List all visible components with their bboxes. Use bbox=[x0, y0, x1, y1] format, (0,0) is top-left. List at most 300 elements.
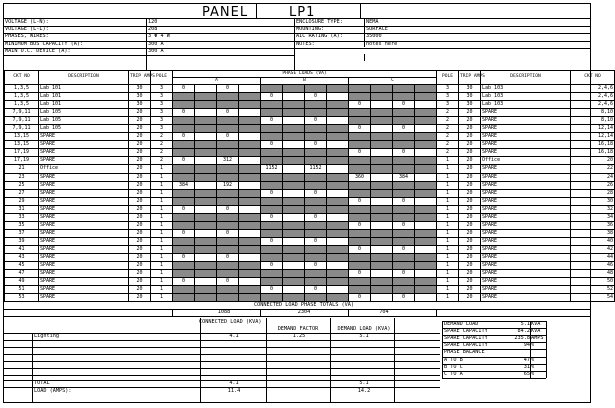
table-row bbox=[5, 157, 615, 165]
shaded-cell bbox=[283, 205, 305, 213]
shaded-cell bbox=[349, 205, 371, 213]
load-spacer bbox=[239, 253, 261, 261]
shaded-cell bbox=[217, 93, 239, 101]
shaded-cell bbox=[349, 85, 371, 93]
shaded-cell bbox=[217, 165, 239, 173]
table-row bbox=[5, 93, 615, 101]
shaded-cell bbox=[239, 245, 261, 253]
pole-left: 3 bbox=[151, 93, 173, 101]
shaded-cell bbox=[393, 205, 415, 213]
description-right: SPARE bbox=[481, 245, 571, 253]
shaded-cell bbox=[173, 117, 195, 125]
shaded-cell bbox=[415, 213, 437, 221]
load-spacer bbox=[327, 117, 349, 125]
description-left: SPARE bbox=[39, 205, 129, 213]
shaded-cell bbox=[217, 286, 239, 294]
shaded-cell bbox=[393, 189, 415, 197]
panel-name: LP1 bbox=[289, 5, 316, 20]
shaded-cell bbox=[195, 237, 217, 245]
ckt-no-left: 21 bbox=[5, 165, 39, 173]
shaded-cell bbox=[239, 294, 261, 302]
shaded-cell bbox=[173, 141, 195, 149]
table-row bbox=[5, 205, 615, 213]
shaded-cell bbox=[349, 181, 371, 189]
load-value: 0 bbox=[393, 245, 415, 253]
pole-left: 1 bbox=[151, 278, 173, 286]
trip-right: 20 bbox=[459, 141, 481, 149]
description-left: SPARE bbox=[39, 294, 129, 302]
load-spacer bbox=[371, 294, 393, 302]
ckt-no-right: 38 bbox=[571, 229, 615, 237]
load-spacer bbox=[415, 294, 437, 302]
info-label: AIC RATING (A): bbox=[296, 33, 343, 40]
lighting-demand-load: 5.1 bbox=[359, 333, 369, 339]
description-left: Lab 101 bbox=[39, 93, 129, 101]
load-spacer bbox=[327, 213, 349, 221]
table-row bbox=[5, 101, 615, 109]
trip-right: 20 bbox=[459, 278, 481, 286]
ckt-no-left: 13,15 bbox=[5, 133, 39, 141]
ckt-no-right: 28 bbox=[571, 189, 615, 197]
description-left: Lab 101 bbox=[39, 101, 129, 109]
shaded-cell bbox=[283, 278, 305, 286]
description-right: Office bbox=[481, 157, 571, 165]
shaded-cell bbox=[217, 262, 239, 270]
shaded-cell bbox=[327, 197, 349, 205]
lighting-connected: 4.1 bbox=[229, 333, 239, 339]
shaded-cell bbox=[283, 221, 305, 229]
trip-left: 20 bbox=[129, 109, 151, 117]
load-value: 0 bbox=[305, 93, 327, 101]
ckt-no-left: 23 bbox=[5, 173, 39, 181]
shaded-cell bbox=[261, 294, 283, 302]
shaded-cell bbox=[393, 181, 415, 189]
load-spacer bbox=[371, 270, 393, 278]
description-left: SPARE bbox=[39, 229, 129, 237]
shaded-cell bbox=[305, 294, 327, 302]
header-trip: TRIP AMPS bbox=[459, 71, 481, 85]
load-value: 0 bbox=[393, 270, 415, 278]
pole-right: 2 bbox=[437, 141, 459, 149]
shaded-cell bbox=[349, 213, 371, 221]
ckt-no-left: 1,3,5 bbox=[5, 101, 39, 109]
table-row bbox=[5, 253, 615, 261]
description-right: SPARE bbox=[481, 270, 571, 278]
ckt-no-right: 2,4,6 bbox=[571, 93, 615, 101]
description-right: Lab 103 bbox=[481, 85, 571, 93]
trip-left: 20 bbox=[129, 189, 151, 197]
load-value: 0 bbox=[393, 294, 415, 302]
load-value: 0 bbox=[261, 237, 283, 245]
trip-right: 20 bbox=[459, 294, 481, 302]
summary-unit: KVA bbox=[531, 328, 541, 335]
ckt-no-right: 12,14 bbox=[571, 125, 615, 133]
shaded-cell bbox=[393, 93, 415, 101]
amps-connected: 11.4 bbox=[227, 388, 241, 394]
trip-right: 20 bbox=[459, 286, 481, 294]
shaded-cell bbox=[371, 117, 393, 125]
shaded-cell bbox=[393, 286, 415, 294]
load-spacer bbox=[327, 286, 349, 294]
load-spacer bbox=[371, 221, 393, 229]
header-pole: POLE bbox=[437, 71, 459, 85]
load-value: 192 bbox=[217, 181, 239, 189]
summary-label: B TO C bbox=[444, 363, 463, 370]
shaded-cell bbox=[261, 270, 283, 278]
pole-right: 1 bbox=[437, 197, 459, 205]
shaded-cell bbox=[371, 141, 393, 149]
load-value: 0 bbox=[349, 101, 371, 109]
ckt-no-left: 17,19 bbox=[5, 149, 39, 157]
shaded-cell bbox=[283, 270, 305, 278]
shaded-cell bbox=[195, 93, 217, 101]
ckt-no-right: 8,10 bbox=[571, 109, 615, 117]
load-spacer bbox=[283, 189, 305, 197]
shaded-cell bbox=[305, 125, 327, 133]
shaded-cell bbox=[371, 189, 393, 197]
shaded-cell bbox=[327, 229, 349, 237]
shaded-cell bbox=[195, 270, 217, 278]
shaded-cell bbox=[217, 189, 239, 197]
load-value: 360 bbox=[349, 173, 371, 181]
shaded-cell bbox=[239, 165, 261, 173]
ckt-no-left: 53 bbox=[5, 294, 39, 302]
shaded-cell bbox=[327, 133, 349, 141]
load-spacer bbox=[283, 93, 305, 101]
load-spacer bbox=[239, 229, 261, 237]
load-spacer bbox=[327, 237, 349, 245]
pole-right: 1 bbox=[437, 189, 459, 197]
summary-value: 31 bbox=[523, 363, 530, 370]
shaded-cell bbox=[371, 93, 393, 101]
shaded-cell bbox=[239, 141, 261, 149]
ckt-no-right: 2,4,6 bbox=[571, 101, 615, 109]
table-row bbox=[5, 262, 615, 270]
info-value: 300 A bbox=[148, 40, 164, 47]
trip-right: 20 bbox=[459, 189, 481, 197]
shaded-cell bbox=[349, 117, 371, 125]
ckt-no-right: 48 bbox=[571, 270, 615, 278]
load-spacer bbox=[415, 270, 437, 278]
load-value: 0 bbox=[261, 93, 283, 101]
lighting-label: Lighting bbox=[34, 333, 59, 339]
description-right: Lab 103 bbox=[481, 101, 571, 109]
ckt-no-right: 44 bbox=[571, 253, 615, 261]
ckt-no-right: 16,18 bbox=[571, 141, 615, 149]
shaded-cell bbox=[305, 205, 327, 213]
ckt-no-left: 13,15 bbox=[5, 141, 39, 149]
load-value: 0 bbox=[305, 237, 327, 245]
table-row bbox=[5, 125, 615, 133]
table-row bbox=[5, 221, 615, 229]
description-left: SPARE bbox=[39, 149, 129, 157]
ckt-no-left: 7,9,11 bbox=[5, 125, 39, 133]
shaded-cell bbox=[283, 181, 305, 189]
load-value: 0 bbox=[393, 197, 415, 205]
ckt-no-left: 37 bbox=[5, 229, 39, 237]
shaded-cell bbox=[195, 245, 217, 253]
shaded-cell bbox=[349, 93, 371, 101]
shaded-cell bbox=[173, 125, 195, 133]
description-right: SPARE bbox=[481, 149, 571, 157]
shaded-cell bbox=[173, 213, 195, 221]
table-row bbox=[5, 85, 615, 93]
amps-demand: 14.2 bbox=[357, 388, 371, 394]
trip-left: 20 bbox=[129, 173, 151, 181]
pole-left: 1 bbox=[151, 221, 173, 229]
shaded-cell bbox=[305, 229, 327, 237]
ckt-no-left: 7,9,11 bbox=[5, 117, 39, 125]
shaded-cell bbox=[415, 85, 437, 93]
shaded-cell bbox=[195, 221, 217, 229]
load-value: 0 bbox=[173, 157, 195, 165]
shaded-cell bbox=[239, 270, 261, 278]
shaded-cell bbox=[415, 181, 437, 189]
load-value: 0 bbox=[349, 294, 371, 302]
phase-total-c: 704 bbox=[379, 309, 389, 315]
load-value: 0 bbox=[305, 117, 327, 125]
shaded-cell bbox=[173, 101, 195, 109]
header-trip: TRIP AMPS bbox=[129, 71, 151, 85]
load-value: 0 bbox=[349, 125, 371, 133]
shaded-cell bbox=[371, 165, 393, 173]
shaded-cell bbox=[393, 165, 415, 173]
header-description: DESCRIPTION bbox=[481, 71, 571, 85]
trip-right: 20 bbox=[459, 245, 481, 253]
trip-right: 20 bbox=[459, 117, 481, 125]
shaded-cell bbox=[327, 85, 349, 93]
trip-left: 20 bbox=[129, 133, 151, 141]
description-right: SPARE bbox=[481, 173, 571, 181]
trip-left: 20 bbox=[129, 286, 151, 294]
shaded-cell bbox=[261, 197, 283, 205]
shaded-cell bbox=[239, 101, 261, 109]
shaded-cell bbox=[393, 157, 415, 165]
shaded-cell bbox=[393, 253, 415, 261]
shaded-cell bbox=[261, 149, 283, 157]
table-row bbox=[5, 189, 615, 197]
load-spacer bbox=[239, 205, 261, 213]
table-row bbox=[5, 149, 615, 157]
header-pole: POLE bbox=[151, 71, 173, 85]
shaded-cell bbox=[371, 229, 393, 237]
load-spacer bbox=[239, 278, 261, 286]
shaded-cell bbox=[393, 237, 415, 245]
ckt-no-left: 29 bbox=[5, 197, 39, 205]
pole-left: 2 bbox=[151, 133, 173, 141]
load-spacer bbox=[283, 213, 305, 221]
shaded-cell bbox=[305, 270, 327, 278]
ckt-no-left: 7,9,11 bbox=[5, 109, 39, 117]
shaded-cell bbox=[195, 125, 217, 133]
load-spacer bbox=[371, 173, 393, 181]
shaded-cell bbox=[393, 117, 415, 125]
load-value: 0 bbox=[173, 253, 195, 261]
summary-unit: AMPS bbox=[531, 335, 544, 342]
table-row bbox=[5, 141, 615, 149]
shaded-cell bbox=[371, 262, 393, 270]
load-value: 1152 bbox=[305, 165, 327, 173]
description-right: Lab 103 bbox=[481, 93, 571, 101]
shaded-cell bbox=[371, 205, 393, 213]
shaded-cell bbox=[173, 93, 195, 101]
shaded-cell bbox=[327, 205, 349, 213]
shaded-cell bbox=[217, 141, 239, 149]
shaded-cell bbox=[217, 173, 239, 181]
load-value: 0 bbox=[393, 149, 415, 157]
table-row bbox=[5, 109, 615, 117]
shaded-cell bbox=[217, 117, 239, 125]
table-row bbox=[5, 117, 615, 125]
trip-right: 20 bbox=[459, 149, 481, 157]
shaded-cell bbox=[349, 278, 371, 286]
shaded-cell bbox=[415, 157, 437, 165]
shaded-cell bbox=[327, 253, 349, 261]
description-left: SPARE bbox=[39, 181, 129, 189]
description-left: SPARE bbox=[39, 141, 129, 149]
shaded-cell bbox=[415, 189, 437, 197]
description-right: SPARE bbox=[481, 125, 571, 133]
trip-right: 20 bbox=[459, 181, 481, 189]
trip-right: 30 bbox=[459, 85, 481, 93]
shaded-cell bbox=[415, 205, 437, 213]
table-row bbox=[5, 181, 615, 189]
load-spacer bbox=[415, 125, 437, 133]
trip-left: 20 bbox=[129, 165, 151, 173]
shaded-cell bbox=[195, 117, 217, 125]
ckt-no-left: 47 bbox=[5, 270, 39, 278]
trip-left: 20 bbox=[129, 262, 151, 270]
ckt-no-left: 25 bbox=[5, 181, 39, 189]
load-value: 0 bbox=[305, 262, 327, 270]
pole-right: 1 bbox=[437, 165, 459, 173]
load-spacer bbox=[283, 237, 305, 245]
table-row bbox=[5, 270, 615, 278]
shaded-cell bbox=[173, 262, 195, 270]
info-label: NOTES: bbox=[296, 40, 315, 47]
table-row bbox=[5, 165, 615, 173]
info-label: MINIMUM BUS CAPACITY (A): bbox=[5, 40, 84, 47]
pole-right: 2 bbox=[437, 117, 459, 125]
load-value: 0 bbox=[305, 189, 327, 197]
trip-left: 20 bbox=[129, 157, 151, 165]
shaded-cell bbox=[393, 109, 415, 117]
shaded-cell bbox=[371, 109, 393, 117]
shaded-cell bbox=[261, 109, 283, 117]
shaded-cell bbox=[261, 101, 283, 109]
description-left: Office bbox=[39, 165, 129, 173]
shaded-cell bbox=[349, 189, 371, 197]
trip-left: 20 bbox=[129, 245, 151, 253]
shaded-cell bbox=[261, 245, 283, 253]
shaded-cell bbox=[327, 181, 349, 189]
description-left: SPARE bbox=[39, 189, 129, 197]
trip-left: 20 bbox=[129, 270, 151, 278]
pole-right: 2 bbox=[437, 149, 459, 157]
info-label: ENCLOSURE TYPE: bbox=[296, 19, 343, 25]
summary-value: 94 bbox=[523, 342, 530, 349]
shaded-cell bbox=[217, 270, 239, 278]
shaded-cell bbox=[217, 294, 239, 302]
trip-right: 20 bbox=[459, 173, 481, 181]
pole-left: 1 bbox=[151, 181, 173, 189]
load-spacer bbox=[195, 85, 217, 93]
shaded-cell bbox=[239, 262, 261, 270]
shaded-cell bbox=[415, 286, 437, 294]
load-value: 0 bbox=[173, 133, 195, 141]
load-spacer bbox=[415, 173, 437, 181]
shaded-cell bbox=[415, 133, 437, 141]
shaded-cell bbox=[173, 286, 195, 294]
description-left: SPARE bbox=[39, 262, 129, 270]
pole-left: 1 bbox=[151, 253, 173, 261]
info-label: PHASES, WIRES: bbox=[5, 33, 49, 40]
shaded-cell bbox=[349, 141, 371, 149]
load-value: 0 bbox=[349, 221, 371, 229]
trip-left: 20 bbox=[129, 181, 151, 189]
load-spacer bbox=[415, 245, 437, 253]
pole-right: 1 bbox=[437, 157, 459, 165]
trip-left: 20 bbox=[129, 205, 151, 213]
load-spacer bbox=[195, 109, 217, 117]
load-value: 0 bbox=[261, 117, 283, 125]
description-right: SPARE bbox=[481, 229, 571, 237]
load-value: 0 bbox=[217, 109, 239, 117]
info-label: MAIN O.C. DEVICE (A): bbox=[5, 47, 71, 54]
shaded-cell bbox=[239, 213, 261, 221]
shaded-cell bbox=[261, 205, 283, 213]
shaded-cell bbox=[371, 286, 393, 294]
summary-label: SPARE CAPACITY bbox=[444, 342, 488, 349]
shaded-cell bbox=[415, 117, 437, 125]
info-value: 35000 bbox=[366, 33, 382, 40]
shaded-cell bbox=[349, 229, 371, 237]
shaded-cell bbox=[283, 245, 305, 253]
shaded-cell bbox=[327, 245, 349, 253]
shaded-cell bbox=[393, 141, 415, 149]
load-spacer bbox=[239, 85, 261, 93]
description-left: SPARE bbox=[39, 213, 129, 221]
trip-left: 20 bbox=[129, 197, 151, 205]
shaded-cell bbox=[349, 165, 371, 173]
load-spacer bbox=[371, 101, 393, 109]
lighting-demand-factor: 1.25 bbox=[292, 333, 306, 339]
shaded-cell bbox=[305, 197, 327, 205]
shaded-cell bbox=[239, 93, 261, 101]
summary-value: 84.2 bbox=[517, 328, 530, 335]
shaded-cell bbox=[283, 133, 305, 141]
shaded-cell bbox=[173, 173, 195, 181]
shaded-cell bbox=[305, 101, 327, 109]
shaded-cell bbox=[305, 253, 327, 261]
shaded-cell bbox=[195, 173, 217, 181]
shaded-cell bbox=[349, 109, 371, 117]
shaded-cell bbox=[239, 149, 261, 157]
pole-right: 1 bbox=[437, 262, 459, 270]
trip-left: 20 bbox=[129, 141, 151, 149]
pole-left: 2 bbox=[151, 141, 173, 149]
shaded-cell bbox=[327, 109, 349, 117]
ckt-no-right: 2,4,6 bbox=[571, 85, 615, 93]
shaded-cell bbox=[371, 213, 393, 221]
shaded-cell bbox=[173, 245, 195, 253]
shaded-cell bbox=[173, 237, 195, 245]
phase-totals-label: CONNECTED LOAD PHASE TOTALS (VA) bbox=[254, 302, 354, 308]
load-value: 0 bbox=[173, 109, 195, 117]
pole-left: 1 bbox=[151, 294, 173, 302]
load-value: 0 bbox=[305, 286, 327, 294]
load-value: 0 bbox=[173, 229, 195, 237]
